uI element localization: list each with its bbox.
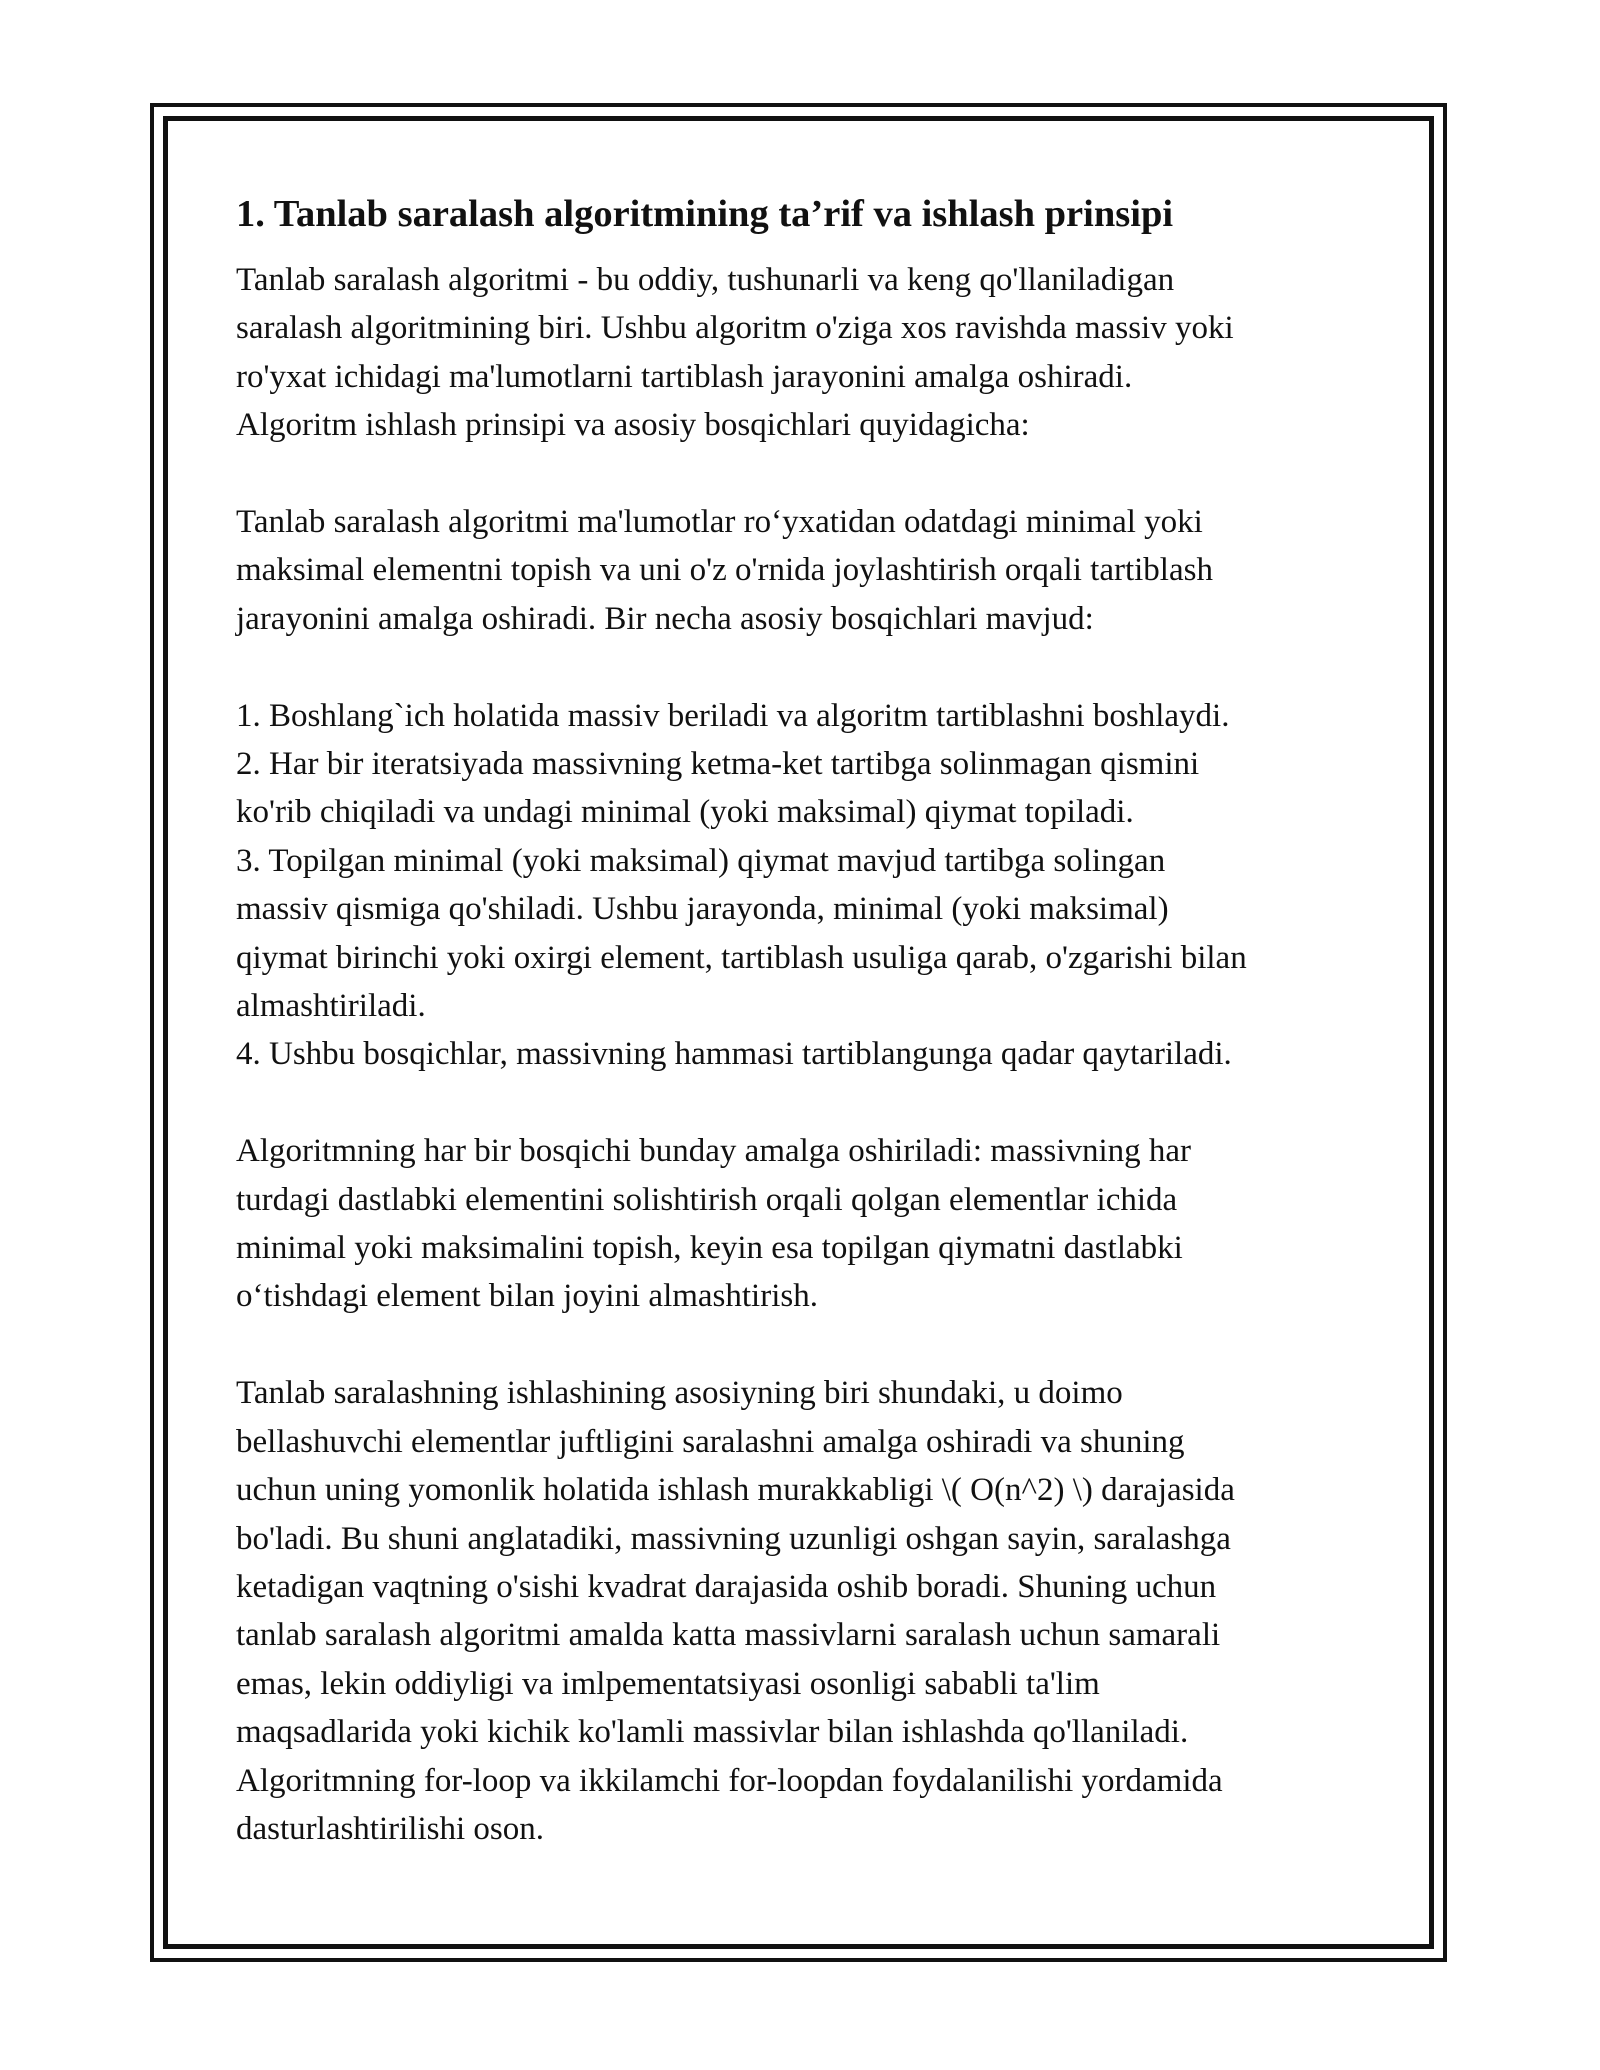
text-line: saralash algoritmining biri. Ushbu algoritm o'ziga xos ravishda massiv yoki — [236, 310, 1234, 347]
text-line: 1. Boshlang`ich holatida massiv beriladi va algoritm tartiblashni boshlaydi. — [236, 697, 1230, 734]
paragraph-step-detail — [236, 1127, 1386, 1321]
text-line: Tanlab saralashning ishlashining asosiyning biri shundaki, u doimo — [236, 1375, 1123, 1412]
text-line: bellashuvchi elementlar juftligini saralashni amalga oshiradi va shuning — [236, 1423, 1185, 1460]
text-line: uchun uning yomonlik holatida ishlash murakkabligi \( O(n^2) \) darajasida — [236, 1472, 1235, 1509]
text-line: Tanlab saralash algoritmi ma'lumotlar ro‘yxatidan odatdagi minimal yoki — [236, 504, 1203, 541]
text-line: 2. Har bir iteratsiyada massivning ketma-ket tartibga solinmagan qismini — [236, 746, 1200, 783]
text-line: maqsadlarida yoki kichik ko'lamli massivlar bilan ishlashda qo'llaniladi. — [236, 1714, 1189, 1751]
text-line: o‘tishdagi element bilan joyini almashtirish. — [236, 1278, 818, 1315]
text-line: dasturlashtirilishi oson. — [236, 1810, 544, 1847]
text-line: massiv qismiga qo'shiladi. Ushbu jarayonda, minimal (yoki maksimal) — [236, 891, 1169, 928]
text-line: ro'yxat ichidagi ma'lumotlarni tartiblash jarayonini amalga oshiradi. — [236, 358, 1133, 395]
text-line: Algoritmning har bir bosqichi bunday amalga oshiriladi: massivning har — [236, 1133, 1192, 1170]
section-heading: 1. Tanlab saralash algoritmining ta’rif va ishlash prinsipi — [236, 193, 1174, 235]
text-line: 4. Ushbu bosqichlar, massivning hammasi tartiblangunga qadar qaytariladi. — [236, 1036, 1232, 1073]
text-line: tanlab saralash algoritmi amalda katta massivlarni saralash uchun samarali — [236, 1617, 1221, 1654]
text-line: Tanlab saralash algoritmi - bu oddiy, tushunarli va keng qo'llaniladigan — [236, 262, 1175, 298]
text-line: jarayonini amalga oshiradi. Bir necha asosiy bosqichlari mavjud: — [236, 600, 1094, 637]
paragraph-complexity — [236, 1369, 1386, 1853]
paragraph-intro — [236, 256, 1386, 450]
text-line: bo'ladi. Bu shuni anglatadiki, massivning uzunligi oshgan sayin, saralashga — [236, 1520, 1231, 1557]
text-line: Algoritmning for-loop va ikkilamchi for-loopdan foydalanilishi yordamida — [236, 1762, 1223, 1799]
text-line: Algoritm ishlash prinsipi va asosiy bosqichlari quyidagicha: — [236, 407, 1030, 444]
text-line: maksimal elementni topish va uni o'z o'rnida joylashtirish orqali tartiblash — [236, 552, 1213, 589]
text-line: ko'rib chiqiladi va undagi minimal (yoki maksimal) qiymat topiladi. — [236, 794, 1134, 831]
text-line: 3. Topilgan minimal (yoki maksimal) qiymat mavjud tartibga solingan — [236, 842, 1166, 879]
text-line: emas, lekin oddiyligi va imlpementatsiyasi osonligi sababli ta'lim — [236, 1665, 1100, 1702]
text-line: ketadigan vaqtning o'sishi kvadrat darajasida oshib boradi. Shuning uchun — [236, 1568, 1217, 1605]
text-line: turdagi dastlabki elementini solishtirish orqali qolgan elementlar ichida — [236, 1181, 1178, 1218]
text-line: minimal yoki maksimalini topish, keyin esa topilgan qiymatni dastlabki — [236, 1230, 1183, 1267]
document-body — [236, 188, 1386, 1902]
paragraph-steps — [236, 692, 1386, 1079]
text-line: qiymat birinchi yoki oxirgi element, tartiblash usuliga qarab, o'zgarishi bilan — [236, 939, 1247, 976]
text-line: almashtiriladi. — [236, 988, 426, 1025]
paragraph-principle — [236, 498, 1386, 643]
